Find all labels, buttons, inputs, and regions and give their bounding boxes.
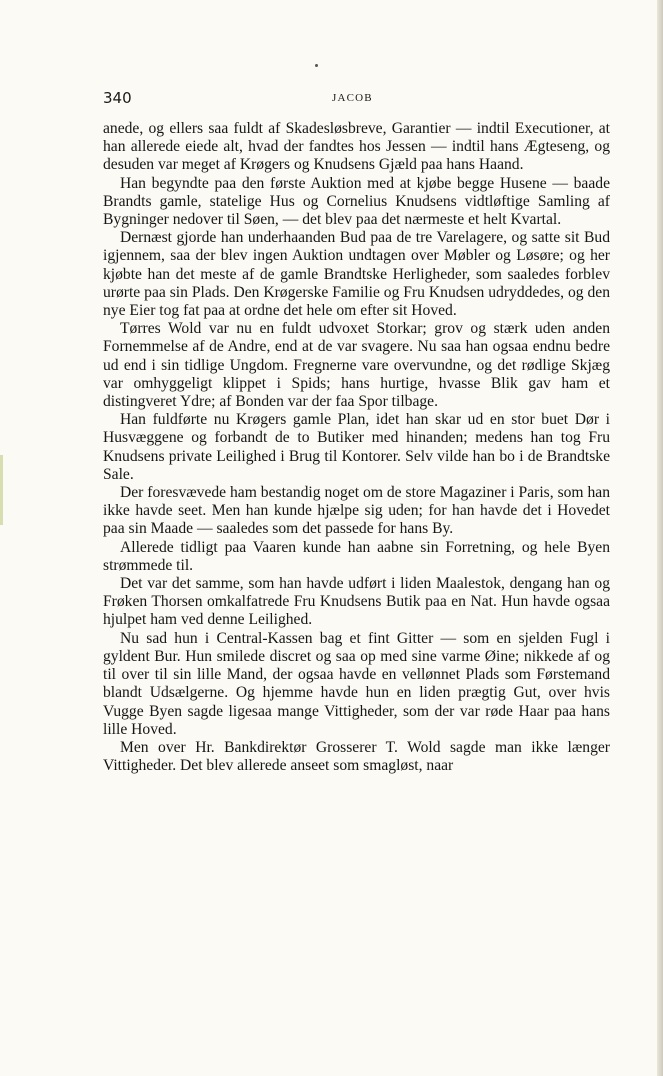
paragraph: Allerede tidligt paa Vaaren kunde han aabne sin Forretning, og hele Byen strømmede til.: [103, 538, 610, 574]
page-edge-shadow: [657, 0, 663, 1076]
running-head: JACOB: [332, 92, 373, 104]
paragraph: anede, og ellers saa fuldt af Skadesløsbreve, Garantier — indtil Executioner, at han allerede eiede alt, hvad der fandtes hos Jessen — indtil hans Ægteseng, og desuden var meget af Krøgers og Knudsens Gjæld paa hans Haand.: [103, 120, 610, 174]
paragraph: Men over Hr. Bankdirektør Grosserer T. Wold sagde man ikke længer Vittigheder. Det blev allerede anseet som smagløst, naar: [103, 738, 610, 775]
paragraph: Tørres Wold var nu en fuldt udvoxet Storkar; grov og stærk uden anden Fornemmelse af de Andre, end at de var svagere. Nu saa han ogsaa endnu bedre ud end i sin tidlige Ungdom. Fregnerne vare overvundne, og det rødlige Skjæg var omhyggeligt klippet i Spids; hans hurtige, hvasse Blik gav ham et distingveret Ydre; af Bonden var der faa Spor tilbage.: [103, 320, 610, 411]
page-edge-stain: [0, 455, 3, 525]
paragraph: Nu sad hun i Central-Kassen bag et fint Gitter — som en sjelden Fugl i gyldent Bur. Hun smilede discret og saa op med sine varme Øine; nikkede af og til over til sin lille Mand, der ogsaa havde en vellønnet Plads som Førstemand blandt Udsælgerne. Og hjemme havde hun en liden prægtig Gut, over hvis Vugge Byen sagde ligesaa mange Vittigheder, som der var røde Haar paa hans lille Hoved.: [103, 629, 610, 738]
page-header: [103, 89, 610, 109]
page-number: 340: [103, 89, 132, 107]
paragraph: Der foresvævede ham bestandig noget om de store Magaziner i Paris, som han ikke havde seet. Men han kunde hjælpe sig uden; for han havde det i Hovedet paa sin Maade — saaledes som det passede for hans By.: [103, 484, 610, 538]
paragraph: Han fuldførte nu Krøgers gamle Plan, idet han skar ud en stor buet Dør i Husvæggene og forbandt de to Butiker med hinanden; medens han tog Fru Knudsens private Leilighed i Brug til Kontorer. Selv vilde han bo i de Brandtske Sale.: [103, 411, 610, 483]
paragraph: Han begyndte paa den første Auktion med at kjøbe begge Husene — baade Brandts gamle, statelige Hus og Cornelius Knudsens vidtløftige Samling af Bygninger nedover til Søen, — det blev paa det nærmeste et helt Kvartal.: [103, 174, 610, 229]
paragraph: Dernæst gjorde han underhaanden Bud paa de tre Varelagere, og satte sit Bud igjennem, saa der blev ingen Auktion undtagen over Møbler og Løsøre; og her kjøbte han det meste af de gamle Brandtske Herligheder, som saaledes forblev urørte paa sin Plads. Den Krøgerske Familie og Fru Knudsen udryddedes, og den nye Eier tog fat paa at ordne det hele om efter sit Hoved.: [103, 229, 610, 320]
print-speck: [315, 64, 318, 67]
body-text: [103, 120, 610, 775]
paragraph: Det var det samme, som han havde udført i liden Maalestok, dengang han og Frøken Thorsen omkalfatrede Fru Knudsens Butik paa en Nat. Hun havde ogsaa hjulpet ham ved denne Leilighed.: [103, 575, 610, 629]
